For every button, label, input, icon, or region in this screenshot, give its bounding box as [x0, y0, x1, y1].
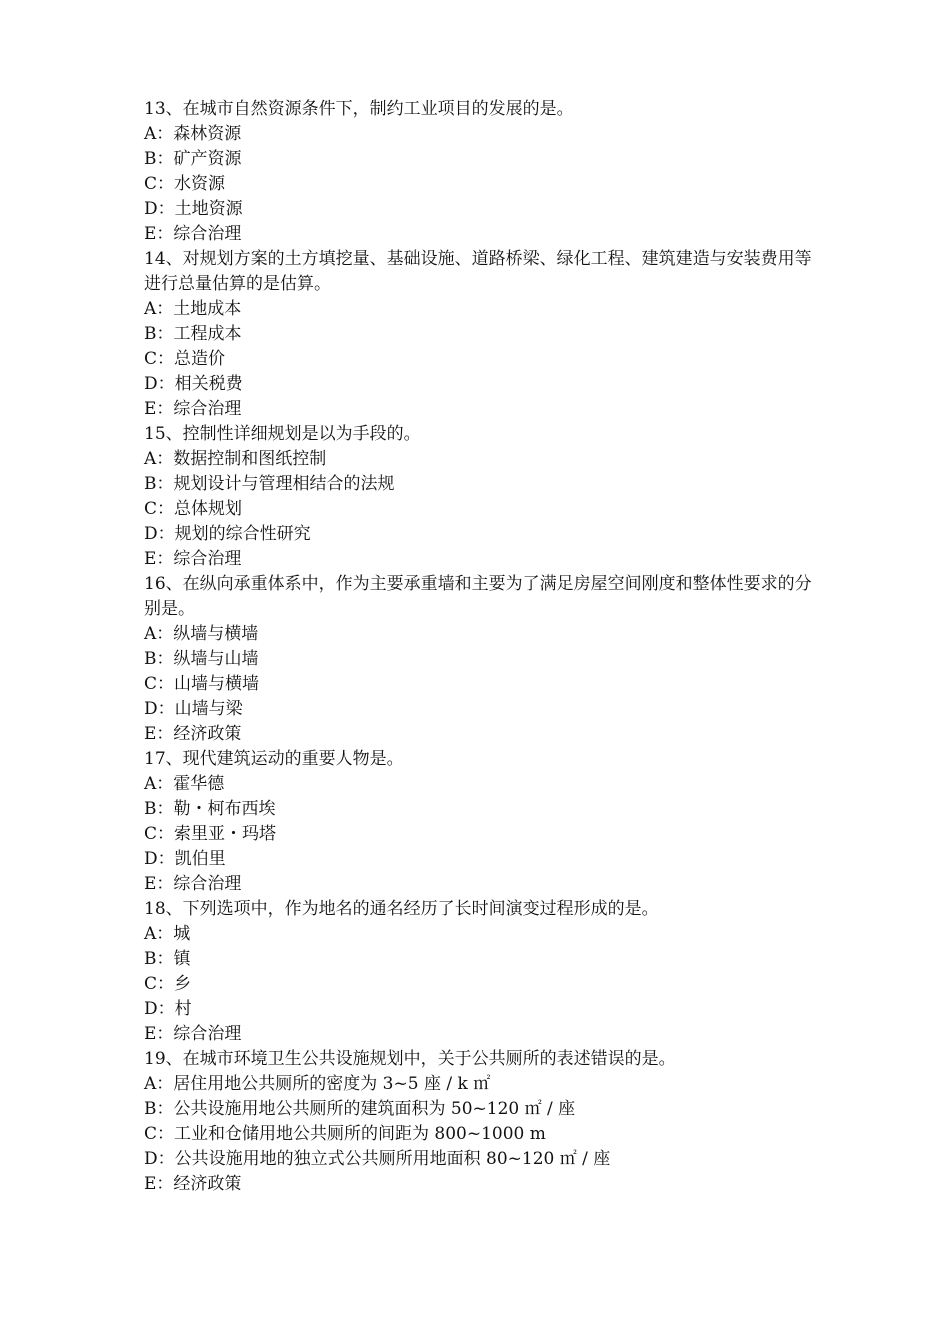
question-15 — [144, 422, 824, 572]
question-text: 17、现代建筑运动的重要人物是。 — [144, 749, 404, 769]
option-c: C：山墙与横墙 — [144, 674, 260, 694]
option-c: C：水资源 — [144, 174, 226, 194]
question-list — [144, 97, 824, 1197]
question-14 — [144, 247, 824, 422]
option-a: A：土地成本 — [144, 299, 242, 319]
option-c: C：总体规划 — [144, 499, 243, 519]
question-text: 18、下列选项中，作为地名的通名经历了长时间演变过程形成的是。 — [144, 899, 659, 919]
question-text: 16、在纵向承重体系中，作为主要承重墙和主要为了满足房屋空间刚度和整体性要求的分别是。 — [144, 574, 812, 619]
option-e: E：综合治理 — [144, 224, 242, 244]
question-18 — [144, 897, 824, 1047]
option-a: A：城 — [144, 924, 191, 944]
option-b: B：纵墙与山墙 — [144, 649, 259, 669]
question-13 — [144, 97, 824, 247]
question-text: 13、在城市自然资源条件下，制约工业项目的发展的是。 — [144, 99, 574, 119]
option-a: A：居住用地公共厕所的密度为 3~5 座 / k ㎡ — [144, 1074, 491, 1094]
option-a: A：霍华德 — [144, 774, 225, 794]
option-e: E：经济政策 — [144, 724, 242, 744]
option-e: E：经济政策 — [144, 1174, 242, 1194]
option-a: A：森林资源 — [144, 124, 242, 144]
option-b: B：镇 — [144, 949, 191, 969]
option-c: C：索里亚・玛塔 — [144, 824, 277, 844]
option-d: D：相关税费 — [144, 374, 243, 394]
question-19 — [144, 1047, 824, 1197]
option-a: A：数据控制和图纸控制 — [144, 449, 327, 469]
option-c: C：工业和仓储用地公共厕所的间距为 800~1000 m — [144, 1124, 546, 1144]
option-c: C：总造价 — [144, 349, 226, 369]
option-e: E：综合治理 — [144, 874, 242, 894]
option-b: B：规划设计与管理相结合的法规 — [144, 474, 395, 494]
option-d: D：公共设施用地的独立式公共厕所用地面积 80~120 ㎡ / 座 — [144, 1149, 611, 1169]
question-text: 14、对规划方案的土方填挖量、基础设施、道路桥梁、绿化工程、建筑建造与安装费用等进行总量估算的是估算。 — [144, 249, 812, 294]
option-e: E：综合治理 — [144, 549, 242, 569]
question-text: 19、在城市环境卫生公共设施规划中，关于公共厕所的表述错误的是。 — [144, 1049, 676, 1069]
question-16 — [144, 572, 824, 747]
question-text: 15、控制性详细规划是以为手段的。 — [144, 424, 421, 444]
option-b: B：公共设施用地公共厕所的建筑面积为 50~120 ㎡ / 座 — [144, 1099, 576, 1119]
option-d: D：村 — [144, 999, 192, 1019]
option-d: D：山墙与梁 — [144, 699, 243, 719]
option-d: D：凯伯里 — [144, 849, 226, 869]
option-e: E：综合治理 — [144, 399, 242, 419]
option-b: B：工程成本 — [144, 324, 242, 344]
option-e: E：综合治理 — [144, 1024, 242, 1044]
option-a: A：纵墙与横墙 — [144, 624, 259, 644]
option-c: C：乡 — [144, 974, 192, 994]
question-17 — [144, 747, 824, 897]
option-b: B：勒・柯布西埃 — [144, 799, 276, 819]
option-b: B：矿产资源 — [144, 149, 242, 169]
option-d: D：土地资源 — [144, 199, 243, 219]
option-d: D：规划的综合性研究 — [144, 524, 311, 544]
